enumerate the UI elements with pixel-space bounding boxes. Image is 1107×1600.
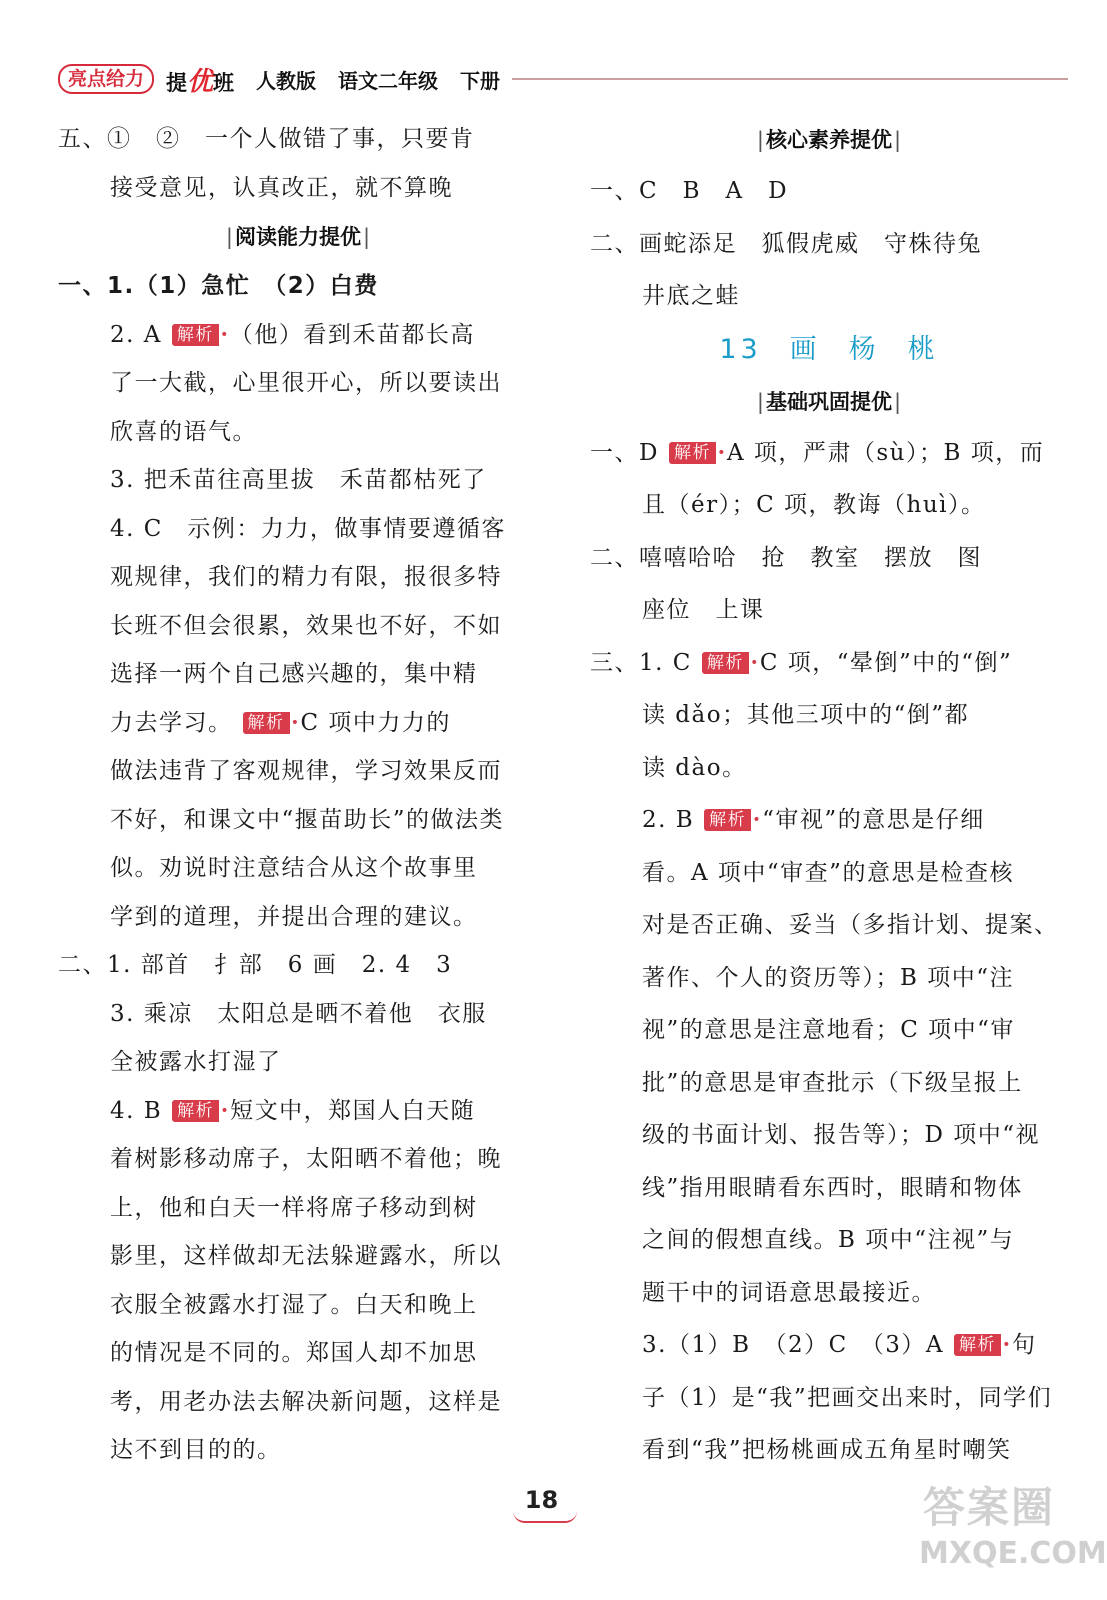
answer-line [58, 699, 538, 748]
answer-text: 短文中，郑国人白天随 [230, 1097, 476, 1124]
answer-line: 对是否正确、妥当（多指计划、提案、 [642, 912, 1059, 938]
page-header [58, 62, 1068, 96]
answer-text: 3.（1）B （2）C （3）A [642, 1332, 944, 1358]
answer-line: 选择一两个自己感兴趣的，集中精 [110, 661, 478, 687]
answer-line: 不好，和课文中“揠苗助长”的做法类 [110, 806, 505, 833]
answer-text: （他）看到禾苗都长高 [229, 321, 475, 348]
answer-line: 学到的道理，并提出合理的建议。 [110, 903, 478, 930]
section-heading-reading: |阅读能力提优| [225, 225, 371, 249]
answer-line: 接受意见，认真改正，就不算晚 [110, 174, 453, 201]
answer-line [590, 427, 1068, 480]
answer-line [58, 311, 538, 360]
answer-line: 长班不但会很累，效果也不好，不如 [110, 612, 502, 639]
answer-line: 似。劝说时注意结合从这个故事里 [110, 855, 478, 881]
answer-text: 一、D [590, 439, 659, 466]
section-heading-text: 阅读能力提优 [235, 225, 361, 249]
watermark-cn: 答案圈 [922, 1483, 1055, 1532]
answer-text: 三、1. C [590, 649, 692, 676]
answer-line: 视”的意思是注意地看；C 项中“审 [642, 1017, 1015, 1043]
header-rule [512, 78, 1068, 80]
answer-line: 全被露水打湿了 [110, 1049, 282, 1075]
answer-line: 之间的假想直线。B 项中“注视”与 [642, 1227, 1015, 1253]
answer-line: 题干中的词语意思最接近。 [642, 1279, 936, 1306]
answer-line: 级的书面计划、报告等）；D 项中“视 [642, 1122, 1041, 1148]
analysis-tag: 解析 • [172, 1100, 219, 1122]
left-column [58, 115, 538, 1475]
answer-line: 著作、个人的资历等）；B 项中“注 [642, 964, 1014, 991]
answer-text: 2. A [110, 321, 162, 348]
answer-line: 着树影移动席子，太阳晒不着他；晚 [110, 1146, 502, 1172]
section-heading-basic: |基础巩固提优| [756, 389, 902, 414]
answer-line: 二、画蛇添足 狐假虎威 守株待兔 [590, 230, 982, 257]
answer-line: 做法违背了客观规律，学习效果反而 [110, 758, 502, 784]
analysis-tag: 解析 • [954, 1334, 1001, 1356]
analysis-tag: 解析 • [702, 652, 749, 674]
answer-text: A 项，严肃（sù）；B 项，而 [726, 439, 1045, 466]
answer-line [58, 1087, 538, 1136]
volume-label: 下册 [460, 68, 501, 93]
answer-line: 上，他和白天一样将席子移动到树 [110, 1194, 478, 1221]
answer-line: 看。A 项中“审查”的意思是检查核 [642, 859, 1014, 886]
answer-text: 2. B [642, 807, 695, 833]
answer-line: 观规律，我们的精力有限，报很多特 [110, 564, 502, 590]
answer-line: 衣服全被露水打湿了。白天和晚上 [110, 1291, 478, 1318]
answer-line: 的情况是不同的。郑国人却不加思 [110, 1340, 478, 1366]
analysis-tag: 解析 • [704, 809, 751, 831]
answer-text: C 项，“晕倒”中的“倒” [759, 649, 1013, 676]
answer-line: 子（1）是“我”把画交出来时，同学们 [642, 1384, 1053, 1411]
answer-line: 座位 上课 [642, 597, 765, 623]
section-heading-core: |核心素养提优| [756, 128, 902, 152]
analysis-tag: 解析 • [172, 324, 219, 346]
lesson-char: 画 [789, 333, 821, 365]
edition-label: 人教版 [256, 68, 317, 93]
series-post: 班 [213, 70, 235, 95]
answer-text: 一、1.（1）急忙 （2）白费 [58, 273, 379, 299]
answer-line: 五、① ② 一个人做错了事，只要肯 [58, 126, 475, 152]
subject-label: 语文二年级 [338, 68, 439, 93]
analysis-tag: 解析 • [243, 712, 290, 734]
answer-text: 4. B [110, 1097, 163, 1124]
answer-line [590, 794, 1068, 847]
answer-line: 影里，这样做却无法躲避露水，所以 [110, 1243, 502, 1269]
answer-line: 3. 把禾苗往高里拔 禾苗都枯死了 [110, 467, 487, 493]
lesson-char: 杨 [848, 333, 880, 365]
answer-line: 且（ér）；C 项，教诲（huì）。 [642, 492, 986, 518]
right-column [590, 115, 1068, 1477]
answer-text: C 项中力力的 [300, 709, 451, 736]
answer-line: 二、嘻嘻哈哈 抢 教室 摆放 图 [590, 544, 982, 571]
answer-line: 看到“我”把杨桃画成五角星时嘲笑 [642, 1437, 1012, 1463]
series-title [166, 61, 234, 98]
section-heading-text: 核心素养提优 [766, 128, 892, 152]
answer-line: 考，用老办法去解决新问题，这样是 [110, 1388, 502, 1415]
answer-line: 批”的意思是审查批示（下级呈报上 [642, 1069, 1023, 1096]
answer-line: 一、C B A D [590, 178, 789, 204]
answer-line: 读 dào。 [642, 754, 747, 781]
answer-text: 句 [1011, 1332, 1037, 1358]
answer-line: 二、1. 部首 扌部 6 画 2. 4 3 [58, 952, 453, 978]
answer-line: 线”指用眼睛看东西时，眼睛和物体 [642, 1174, 1023, 1201]
series-pre: 提 [166, 70, 188, 95]
answer-line: 3. 乘凉 太阳总是晒不着他 衣服 [110, 1000, 487, 1027]
analysis-tag: 解析 • [669, 442, 716, 464]
series-you: 优 [187, 66, 214, 97]
answer-text: “审视”的意思是仔细 [762, 807, 985, 833]
answer-line: 4. C 示例：力力，做事情要遵循客 [110, 515, 506, 542]
page-number-swoosh [513, 1511, 577, 1523]
section-heading-text: 基础巩固提优 [766, 389, 892, 414]
lesson-char: 桃 [907, 333, 939, 365]
answer-line [58, 262, 538, 311]
answer-line [590, 1319, 1068, 1372]
answer-line: 读 dǎo；其他三项中的“倒”都 [642, 702, 970, 728]
page-number: 18 [524, 1486, 559, 1514]
lesson-number: 13 [719, 333, 762, 365]
answer-line: 井底之蛙 [642, 283, 740, 309]
answer-line: 了一大截，心里很开心，所以要读出 [110, 370, 502, 396]
answer-line: 欣喜的语气。 [110, 418, 257, 445]
watermark-logo [919, 1480, 1107, 1580]
answer-line: 达不到目的的。 [110, 1437, 282, 1463]
watermark-en: MXQE.COM [919, 1536, 1107, 1571]
lesson-title [590, 323, 1068, 377]
brand-logo: 亮点给力 [58, 64, 154, 94]
answer-text: 力去学习。 [110, 709, 233, 736]
answer-line [590, 637, 1068, 690]
